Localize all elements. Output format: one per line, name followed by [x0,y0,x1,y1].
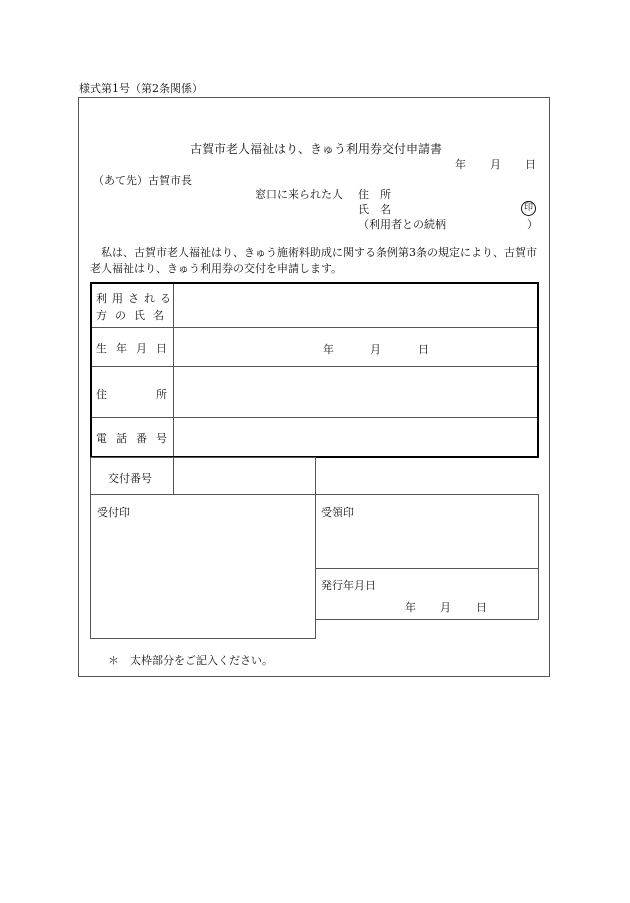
issue-date-label: 発行年月日 [321,579,376,592]
birthdate-label: 生年月日 [96,342,176,355]
form-number: 様式第1号（第2条関係） [79,82,203,95]
addressee: （あて先）古賀市長 [93,174,192,187]
address-label-1: 住 [96,388,107,401]
address-field[interactable] [176,368,536,416]
applicant-caption: 窓口に来られた人 [255,188,343,201]
applicant-relation-close: ） [527,218,538,231]
issue-number-label: 交付番号 [108,472,152,485]
phone-field[interactable] [176,419,536,455]
date-month: 月 [490,158,501,171]
birth-day: 日 [418,343,429,356]
issue-month: 月 [440,601,451,614]
form-title: 古賀市老人福祉はり、きゅう利用券交付申請書 [190,142,443,156]
applicant-address-label: 住 所 [358,188,391,201]
receipt-stamp-label: 受領印 [321,506,354,519]
address-label-2: 所 [156,388,167,401]
issue-year: 年 [405,601,416,614]
applicant-relation-label: （利用者との続柄 [358,218,446,231]
issue-day: 日 [476,601,487,614]
applicant-name-label: 氏 名 [358,203,391,216]
application-statement: 私は、古賀市老人福祉はり、きゅう施術料助成に関する条例第3条の規定により、古賀市老人福祉はり、きゅう利用券の交付を申請します。 [90,246,537,275]
seal-icon: 印 [521,201,536,216]
birth-month: 月 [370,343,381,356]
reception-stamp-label: 受付印 [97,506,130,519]
phone-label: 電話番号 [96,432,176,445]
footnote: ＊ 太枠部分をご記入ください。 [108,654,273,667]
date-day: 日 [525,158,536,171]
user-name-label-line2: 方の氏名 [96,309,172,322]
user-name-label-line1: 利用される [96,292,176,305]
birth-year: 年 [323,343,334,356]
user-name-field[interactable] [176,286,536,326]
birthdate-field[interactable] [176,329,536,365]
date-year: 年 [455,158,466,171]
